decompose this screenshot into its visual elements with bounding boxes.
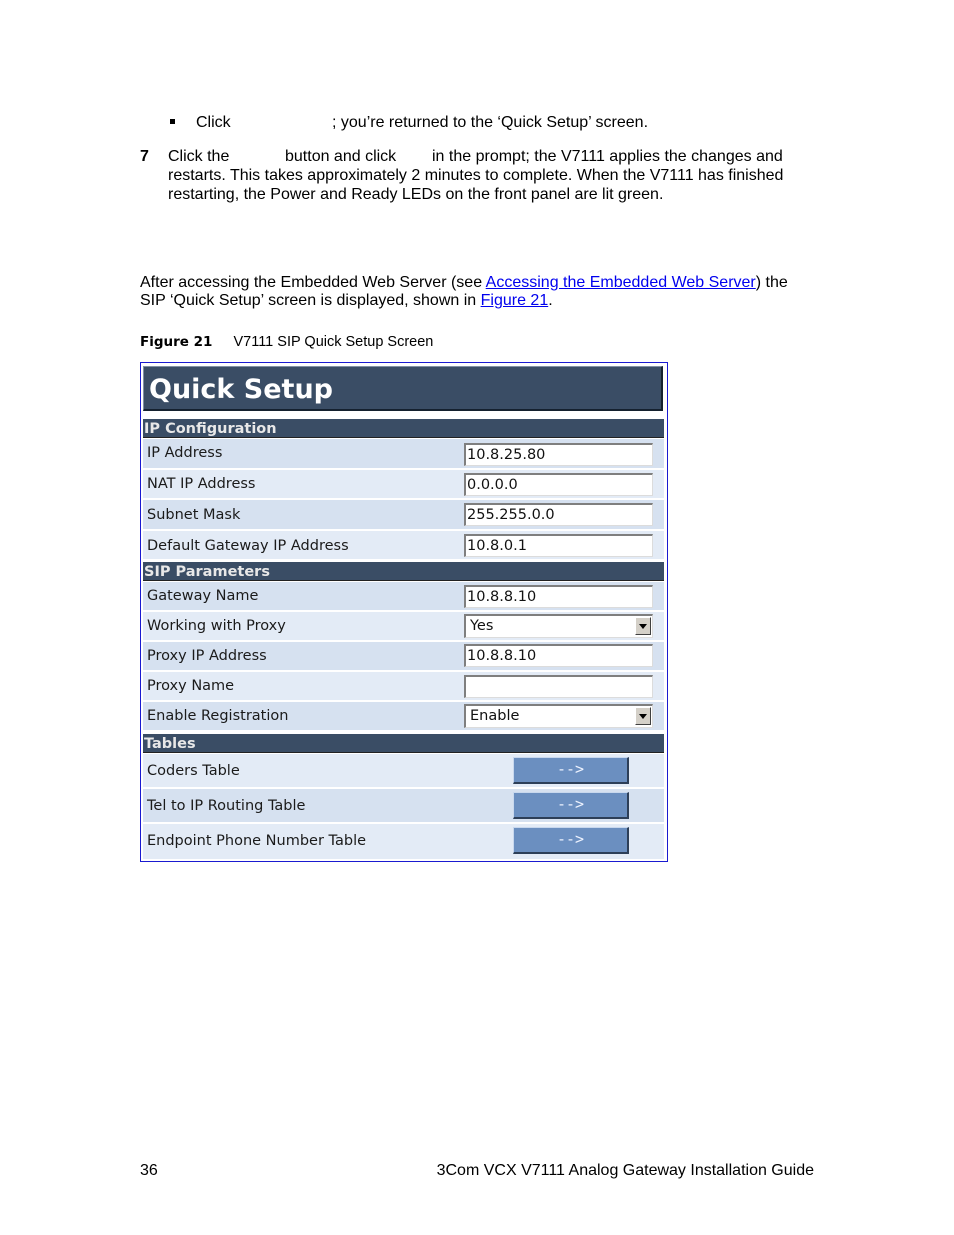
nat-ip-address-input[interactable]: 0.0.0.0 <box>464 473 653 496</box>
ip-address-label: IP Address <box>147 445 223 461</box>
chevron-down-icon[interactable] <box>635 707 651 725</box>
enable-registration-select[interactable] <box>464 704 653 728</box>
subnet-mask-input[interactable]: 255.255.0.0 <box>464 503 653 526</box>
working-with-proxy-select[interactable] <box>464 614 653 638</box>
default-gateway-label: Default Gateway IP Address <box>147 538 349 554</box>
proxy-ip-address-input[interactable]: 10.8.8.10 <box>464 644 653 667</box>
proxy-ip-address-row <box>143 642 664 672</box>
working-with-proxy-row <box>143 612 664 642</box>
working-with-proxy-value: Yes <box>470 618 494 634</box>
coders-table-button[interactable]: --> <box>513 757 629 784</box>
coders-table-row <box>143 754 664 789</box>
default-gateway-input[interactable]: 10.8.0.1 <box>464 534 653 557</box>
gateway-name-row <box>143 582 664 612</box>
page-number: 36 <box>140 1162 158 1179</box>
tables-header: Tables <box>143 734 664 753</box>
default-gateway-row <box>143 531 664 561</box>
bullet-click-word: Click <box>196 114 231 131</box>
ip-address-row <box>143 439 664 470</box>
nat-ip-address-label: NAT IP Address <box>147 476 256 492</box>
endpoint-phone-number-button[interactable]: --> <box>513 827 629 854</box>
subnet-mask-label: Subnet Mask <box>147 507 241 523</box>
figure-caption-text: V7111 SIP Quick Setup Screen <box>233 334 434 350</box>
link-figure-21[interactable]: Figure 21 <box>480 292 549 309</box>
bullet-marker <box>170 119 175 124</box>
figure-caption <box>140 334 433 350</box>
endpoint-phone-number-row <box>143 824 664 859</box>
intro-line2 <box>140 291 553 310</box>
enable-registration-row <box>143 702 664 732</box>
tel-to-ip-routing-button[interactable]: --> <box>513 792 629 819</box>
intro-line1-start: After accessing the Embedded Web Server (see <box>140 274 486 291</box>
intro-line1-end: ) the <box>755 274 788 291</box>
subnet-mask-row <box>143 500 664 531</box>
working-with-proxy-label: Working with Proxy <box>147 618 286 634</box>
chevron-down-icon[interactable] <box>635 617 651 635</box>
step7-line3: restarting, the Power and Ready LEDs on the front panel are lit green. <box>168 186 664 203</box>
bullet-returned-text: ; you’re returned to the ‘Quick Setup’ screen. <box>332 114 649 131</box>
quick-setup-title: Quick Setup <box>143 366 663 411</box>
intro-line2-end: . <box>548 292 553 309</box>
step7-line1-b: button and click <box>285 148 397 165</box>
step7-line2: restarts. This takes approximately 2 minutes to complete. When the V7111 has finished <box>168 167 784 184</box>
enable-registration-label: Enable Registration <box>147 708 289 724</box>
coders-table-label: Coders Table <box>147 763 240 779</box>
intro-line1 <box>140 273 788 292</box>
proxy-name-row <box>143 672 664 702</box>
guide-title: 3Com VCX V7111 Analog Gateway Installation Guide <box>436 1162 814 1179</box>
link-accessing-embedded-web-server[interactable]: Accessing the Embedded Web Server <box>485 274 756 291</box>
ip-configuration-header: IP Configuration <box>143 419 664 438</box>
quick-setup-screenshot <box>140 362 668 862</box>
gateway-name-label: Gateway Name <box>147 588 259 604</box>
proxy-name-input[interactable] <box>464 675 653 698</box>
tel-to-ip-routing-row <box>143 789 664 824</box>
proxy-name-label: Proxy Name <box>147 678 235 694</box>
gateway-name-input[interactable]: 10.8.8.10 <box>464 585 653 608</box>
step7-line1-a: Click the <box>168 148 230 165</box>
ip-address-input[interactable]: 10.8.25.80 <box>464 443 653 466</box>
nat-ip-address-row <box>143 470 664 500</box>
step-number: 7 <box>140 148 149 165</box>
step7-line1-c: in the prompt; the V7111 applies the changes and <box>432 148 783 165</box>
figure-label: Figure 21 <box>140 334 213 350</box>
enable-registration-value: Enable <box>470 708 520 724</box>
intro-line2-start: SIP ‘Quick Setup’ screen is displayed, shown in <box>140 292 481 309</box>
tel-to-ip-routing-label: Tel to IP Routing Table <box>147 798 306 814</box>
proxy-ip-address-label: Proxy IP Address <box>147 648 267 664</box>
endpoint-phone-number-label: Endpoint Phone Number Table <box>147 833 367 849</box>
sip-parameters-header: SIP Parameters <box>143 562 664 581</box>
